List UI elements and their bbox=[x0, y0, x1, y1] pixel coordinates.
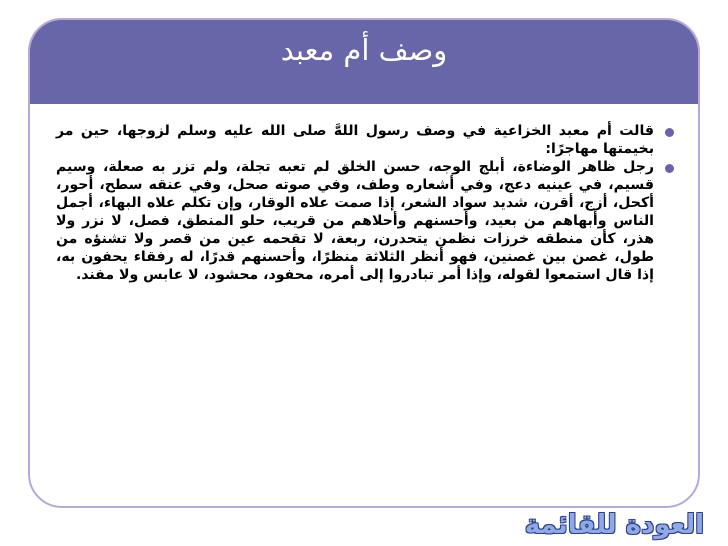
bullet-dot-icon bbox=[665, 128, 674, 137]
back-to-menu-link[interactable]: العودة للقائمة bbox=[524, 510, 704, 540]
bullet-item bbox=[56, 158, 676, 284]
page-title: وصف أم معبد bbox=[280, 33, 448, 67]
slide-content bbox=[56, 122, 676, 284]
bullet-item bbox=[56, 122, 676, 158]
bullet-dot-icon bbox=[665, 164, 674, 173]
bullet-text: رجل ظاهر الوضاءة، أبلج الوجه، حسن الخلق لم تعبه تجلة، ولم تزر به صعلة، وسيم قسيم، في عينيه دعج، وفي أشعاره وطف، وفي صوته صحل، وفي عنقه سطح، أحور، أكحل، أزج، أقرن، شديد سواد الشعر، إذا صمت علاه الوقار، وإن تكلم علاه البهاء، أجمل الناس وأبهاهم من بعيد، وأحسنهم وأحلاهم من قريب، حلو المنطق، فصل، لا نزر ولا هذر، كأن منطقه خرزات نظمن يتحدرن، ربعة، لا تقحمه عين من قصر ولا تشنؤه من طول، غصن بين غصنين، فهو أنظر الثلاثة منظرًا، وأحسنهم قدرًا، له رفقاء يحفون به، إذا قال استمعوا لقوله، وإذا أمر تبادروا إلى أمره، محفود، محشود، لا عابس ولا مفند. bbox=[56, 159, 654, 283]
bullet-text: قالت أم معبد الخزاعية في وصف رسول اللهَّ صلى الله عليه وسلم لزوجها، حين مر بخيمتها مهاجرًا: bbox=[56, 123, 654, 157]
